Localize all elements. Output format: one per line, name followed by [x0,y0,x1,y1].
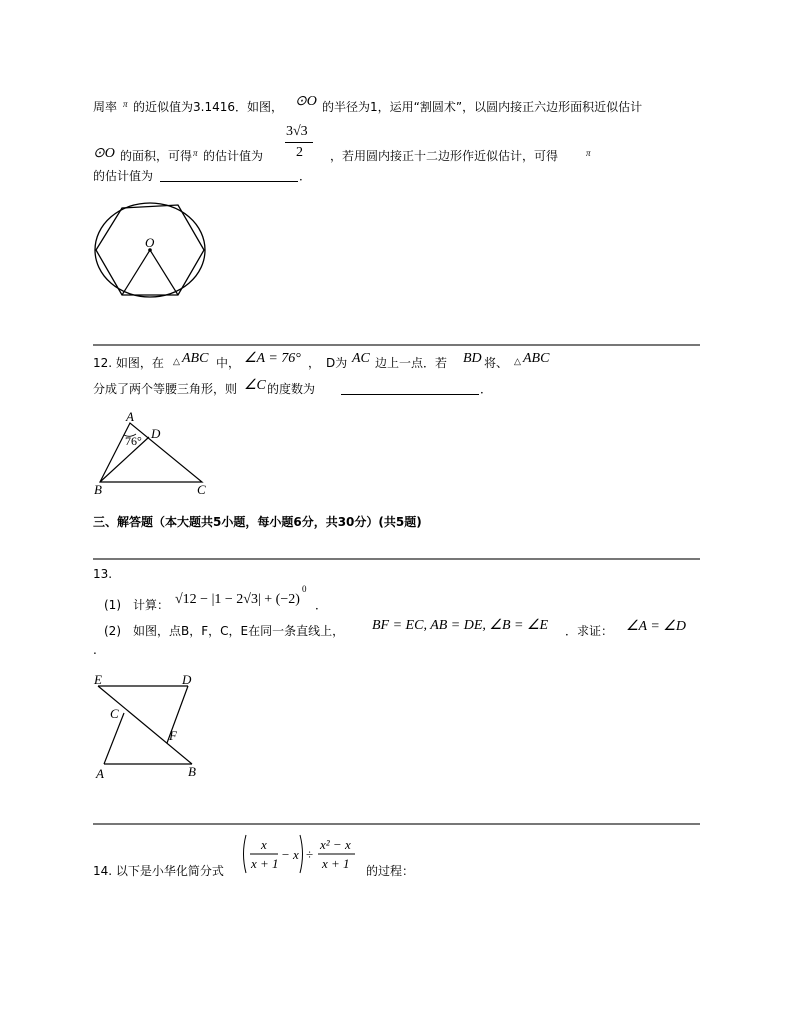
q12-line2: 分成了两个等腰三角形，则 [93,382,238,396]
label-76-degree: 76° [125,434,142,448]
q11-line1-b: 的近似值为3.1416．如图， [133,100,283,114]
q12-triangle-symbol-2: △ [514,356,521,366]
q12-number: 12. 如图，在 [93,356,164,370]
q11-line2-a: 的面积，可得 [120,149,193,163]
q11-line1-a: 周率 [93,100,118,114]
q11-fraction-denominator: 2 [296,145,303,160]
label-c: C [110,706,119,721]
q12-d-text: D为 [326,356,348,370]
frac1-numerator: x [261,837,267,852]
radius-line-left [122,250,150,295]
q13-part1-end: ． [315,598,328,612]
center-label-o: O [145,235,155,250]
q13-part2-prove: ．求证： [565,624,614,638]
q13-part1-label: (1) 计算： [104,598,169,612]
label-b: B [94,482,102,497]
label-d: D [151,426,161,441]
label-a: A [96,766,104,781]
q12-triangle-figure [92,410,212,500]
section-3-heading: 三、解答题（本大题共5小题，每小题6分，共30分）(共5题) [93,515,422,529]
label-a: A [126,409,134,424]
q11-circle-hexagon-figure [92,200,208,302]
q12-triangle-symbol-1: △ [173,356,180,366]
frac2-denominator: x + 1 [322,856,350,871]
right-paren [300,835,303,873]
label-f: F [169,728,177,743]
q11-line2-pi2: π [586,148,591,158]
segment-eb [98,686,192,764]
minus-x: − x [281,847,299,862]
q11-pi: π [123,99,128,109]
q13-number: 13. [93,567,113,581]
separator-q14 [93,823,700,825]
q13-part1-expression: √12 − |1 − 2√3| + (−2) [175,592,300,607]
divide-sign: ÷ [306,847,314,862]
label-b: B [188,764,196,779]
q12-abc-1: ABC [182,351,209,366]
frac2-numerator: x² − x [320,837,351,852]
q14-end: 的过程： [366,864,415,878]
label-d: D [182,672,192,687]
label-c: C [197,482,206,497]
left-paren [244,835,247,873]
q11-line2-circle-o: ⊙O [93,146,115,161]
frac1-denominator: x + 1 [251,856,279,871]
q13-part2-condition: BF = EC, AB = DE, ∠B = ∠E [372,618,549,633]
q12-answer-blank [341,394,479,395]
q14-fraction-expression [240,832,365,876]
q12-mid: 中， [216,356,241,370]
q11-line2-pi: π [193,148,198,158]
q13-part2-end: . [93,643,97,657]
q13-part2-label: (2) 如图，点B，F，C，E在同一条直线上， [104,624,345,638]
q11-fraction-numerator: 3√3 [286,124,308,139]
q13-part1-exponent: 0 [302,584,307,594]
q12-bd: BD [463,351,482,366]
q12-line2-end: ． [480,382,493,396]
q11-line2-c: ，若用圆内接正十二边形作近似估计，可得 [330,149,559,163]
q11-line3-end: ． [299,169,312,183]
q13-geometry-figure [92,672,212,782]
q12-side-text: 边上一点．若 [375,356,448,370]
separator-q12 [93,344,700,346]
q12-line2-b: 的度数为 [267,382,316,396]
q12-ac: AC [352,351,370,366]
q11-line3: 的估计值为 [93,169,154,183]
q11-circle-o: ⊙O [295,94,317,109]
q14-number: 14. 以下是小华化简分式 [93,864,224,878]
q13-part2-goal: ∠A = ∠D [626,619,686,634]
q11-line2-b: 的估计值为 [203,149,264,163]
radius-line-right [150,250,178,295]
q12-angle-c: ∠C [244,378,266,393]
q11-fraction-bar [285,142,313,143]
q12-comma: ， [308,356,321,370]
separator-q13 [93,558,700,560]
q12-abc-2: ABC [523,351,550,366]
q12-jiang: 将、 [484,356,509,370]
q11-answer-blank [160,181,298,182]
q12-angle-a: ∠A = 76° [244,351,301,366]
q11-line1-c: 的半径为1，运用“割圆术”，以圆内接正六边形面积近似估计 [322,100,643,114]
label-e: E [94,672,102,687]
